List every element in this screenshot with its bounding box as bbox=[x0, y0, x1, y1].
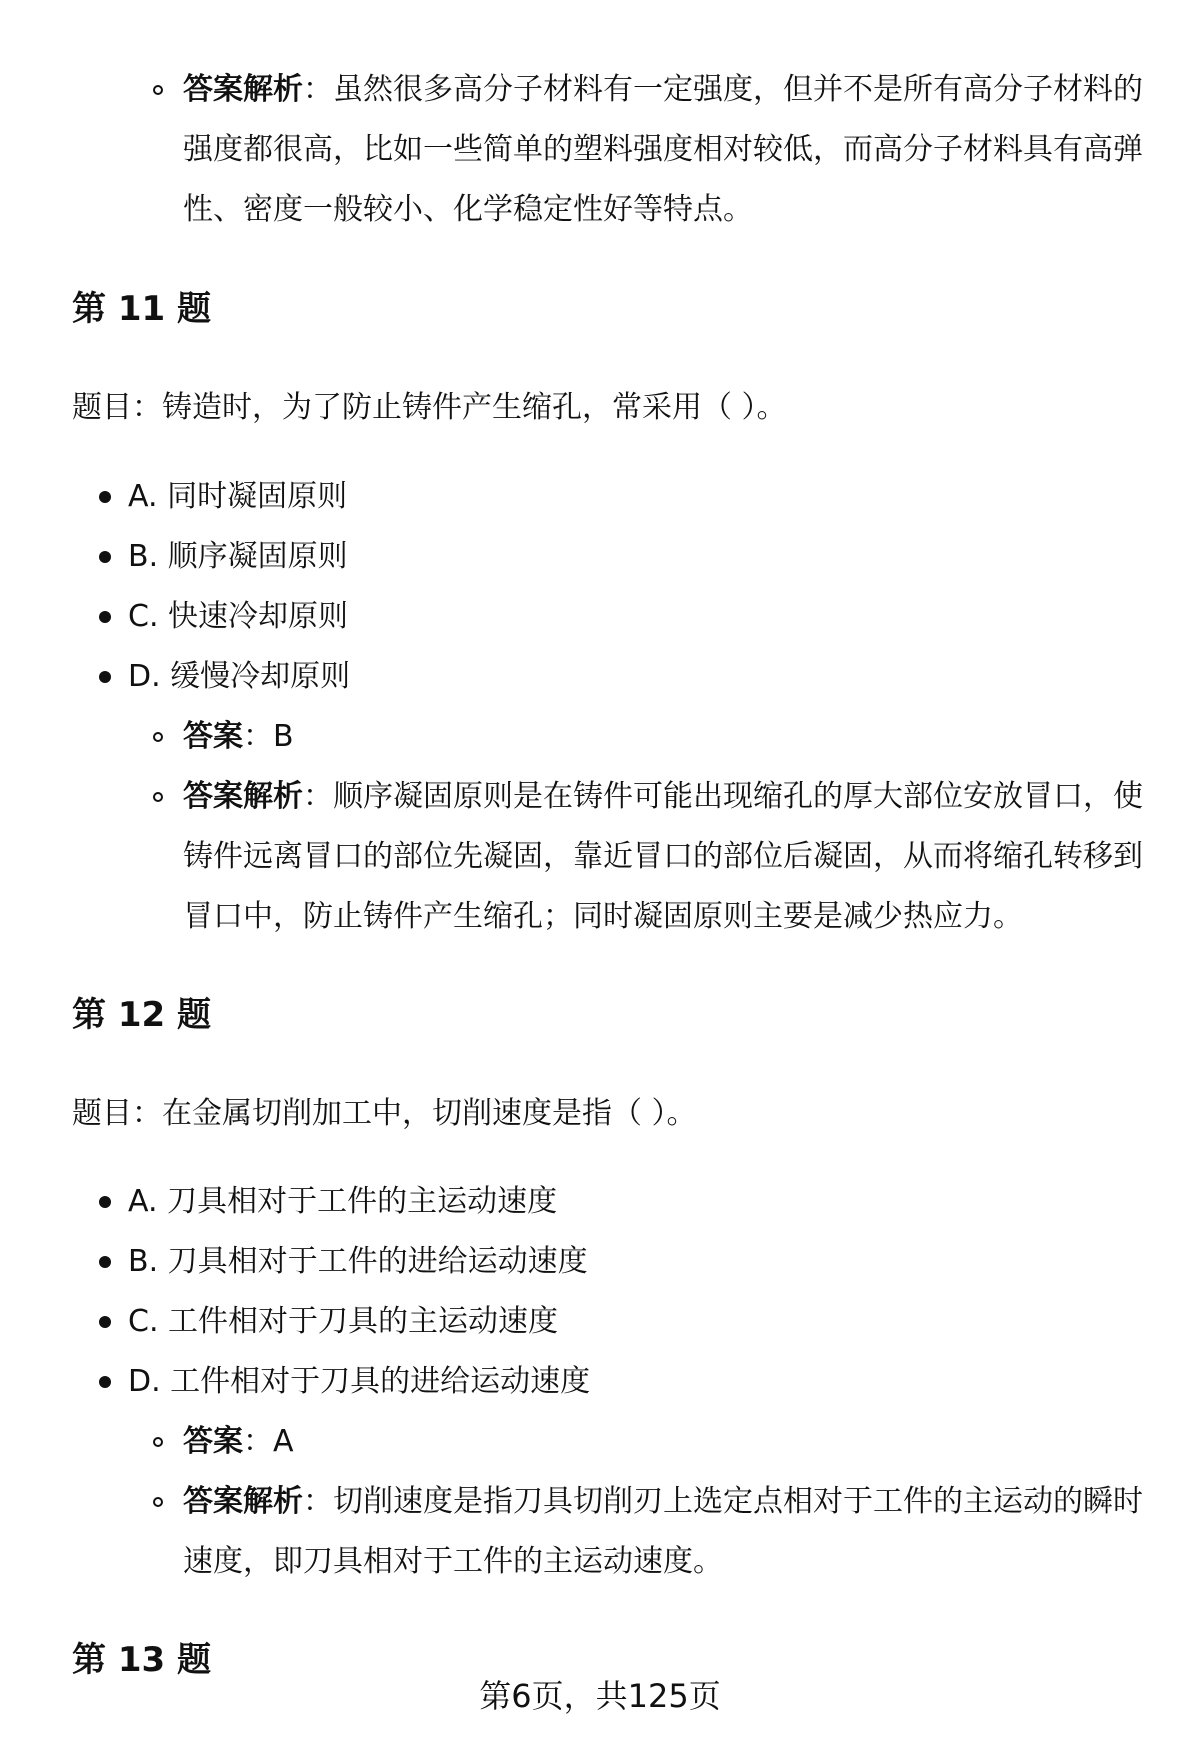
answer-value: ：A bbox=[243, 1424, 294, 1459]
q11-option-b: B. 顺序凝固原则 bbox=[128, 539, 348, 574]
analysis-label: 答案解析 bbox=[183, 72, 303, 107]
bullet-icon bbox=[99, 1376, 111, 1388]
q11-option-d: D. 缓慢冷却原则 bbox=[128, 659, 351, 694]
analysis-label: 答案解析 bbox=[183, 779, 303, 814]
q12-analysis-line-2: 速度，即刀具相对于工件的主运动速度。 bbox=[183, 1544, 723, 1579]
q12-answer bbox=[183, 1422, 294, 1462]
bullet-icon bbox=[99, 551, 111, 563]
bullet-icon bbox=[99, 611, 111, 623]
intro-analysis-line-2: 强度都很高，比如一些简单的塑料强度相对较低，而高分子材料具有高弹 bbox=[183, 132, 1143, 167]
q11-heading: 第 11 题 bbox=[72, 289, 211, 329]
q12-option-d: D. 工件相对于刀具的进给运动速度 bbox=[128, 1364, 591, 1399]
q13-heading: 第 13 题 bbox=[72, 1640, 211, 1680]
sub-bullet-icon bbox=[153, 792, 163, 802]
q11-option-c: C. 快速冷却原则 bbox=[128, 599, 349, 634]
sub-bullet-icon bbox=[153, 1497, 163, 1507]
q12-option-a: A. 刀具相对于工件的主运动速度 bbox=[128, 1184, 558, 1219]
q11-question: 题目：铸造时，为了防止铸件产生缩孔，常采用（ ）。 bbox=[72, 390, 787, 425]
intro-analysis-line-3: 性、密度一般较小、化学稳定性好等特点。 bbox=[183, 192, 753, 227]
sub-bullet-icon bbox=[153, 1437, 163, 1447]
q11-answer bbox=[183, 717, 294, 757]
bullet-icon bbox=[99, 1316, 111, 1328]
answer-value: ：B bbox=[243, 719, 294, 754]
q12-question: 题目：在金属切削加工中，切削速度是指（ ）。 bbox=[72, 1096, 697, 1131]
bullet-icon bbox=[99, 1196, 111, 1208]
bullet-icon bbox=[99, 671, 111, 683]
analysis-label: 答案解析 bbox=[183, 1484, 303, 1519]
sub-bullet-icon bbox=[153, 85, 163, 95]
q12-option-c: C. 工件相对于刀具的主运动速度 bbox=[128, 1304, 559, 1339]
answer-label: 答案 bbox=[183, 1424, 243, 1459]
page-footer: 第6页，共125页 bbox=[479, 1677, 721, 1715]
q12-analysis-line-1: 答案解析：切削速度是指刀具切削刃上选定点相对于工件的主运动的瞬时 bbox=[183, 1484, 1143, 1519]
q11-analysis-line-3: 冒口中，防止铸件产生缩孔；同时凝固原则主要是减少热应力。 bbox=[183, 899, 1023, 934]
intro-analysis-line-1: 答案解析：虽然很多高分子材料有一定强度，但并不是所有高分子材料的 bbox=[183, 72, 1143, 107]
q11-option-a: A. 同时凝固原则 bbox=[128, 479, 348, 514]
bullet-icon bbox=[99, 1256, 111, 1268]
answer-label: 答案 bbox=[183, 719, 243, 754]
sub-bullet-icon bbox=[153, 732, 163, 742]
q11-analysis-line-2: 铸件远离冒口的部位先凝固，靠近冒口的部位后凝固，从而将缩孔转移到 bbox=[183, 839, 1143, 874]
q12-heading: 第 12 题 bbox=[72, 995, 211, 1035]
q11-analysis-line-1: 答案解析：顺序凝固原则是在铸件可能出现缩孔的厚大部位安放冒口，使 bbox=[183, 779, 1143, 814]
bullet-icon bbox=[99, 491, 111, 503]
q12-option-b: B. 刀具相对于工件的进给运动速度 bbox=[128, 1244, 588, 1279]
